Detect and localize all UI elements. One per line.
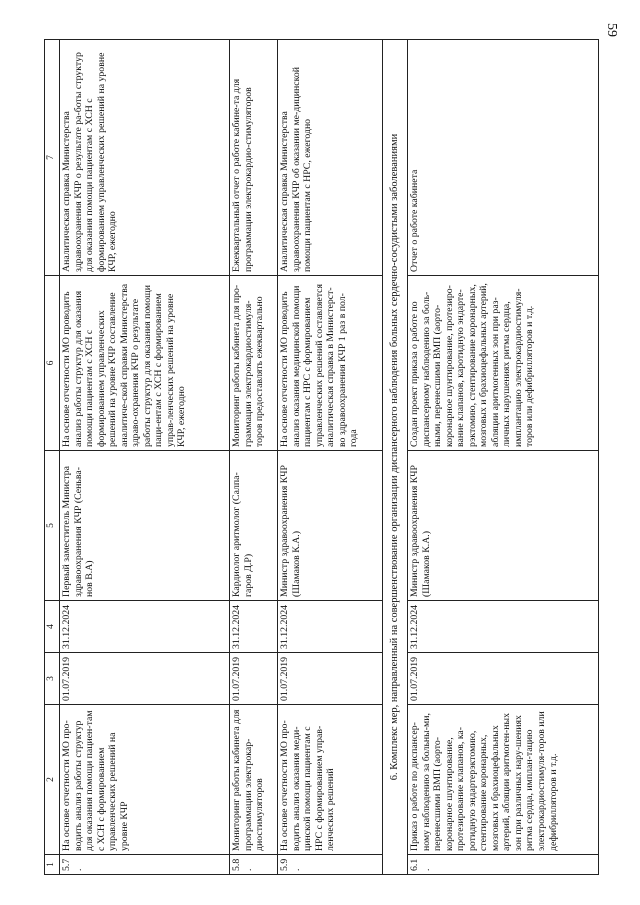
end-date-cell: 31.12.2024 bbox=[60, 601, 230, 653]
control-cell: Ежеквартальный отчет о работе кабине-та для программации электрокардио-стимуляторов bbox=[230, 40, 278, 276]
column-header: 7 bbox=[45, 40, 60, 276]
result-cell: На основе отчетности МО проводить анализ работы структур для оказания помощи пациентам с ХСН с формированием управленческих решений на уровне КЧР составление аналитиче-ской справки Министерства здраво-охранения КЧР о результате работы структур для оказания помощи паци-ентам с ХСН с формированием управ-ленческих решений на уровне КЧР, ежегодно bbox=[60, 276, 230, 451]
rotated-table-container bbox=[44, 40, 599, 875]
activity-cell: Приказ о работе по диспансер-ному наблюдению за больны-ми, перенесшими ВМП (аорто-коронарное шунтирование, протезирование клапанов, ка-ротидную эндартерэктомию, стентирование коронарных, мозговых и брахиоцефальных артерий, абляции аритмоген-ных зон при различных нару-шениях ритма сердца, имплан-тацию электрокардиостимуля-торов или дефибрилляторов и т.д. bbox=[408, 705, 599, 855]
activity-cell: Мониторинг работы кабинета для программации электрокар-диостимуляторов bbox=[230, 705, 278, 855]
row-number: 6.1. bbox=[408, 855, 599, 875]
end-date-cell: 31.12.2024 bbox=[408, 601, 599, 653]
header-row bbox=[45, 40, 60, 875]
start-date-cell: 01.07.2019 bbox=[408, 653, 599, 705]
responsible-cell: Министр здравоохранения КЧР (Шамаков К.А.) bbox=[278, 451, 383, 601]
column-header: 6 bbox=[45, 276, 60, 451]
column-header: 4 bbox=[45, 601, 60, 653]
result-cell: Мониторинг работы кабинета для про-граммации электрокардиостимуля-торов предоставлять ежеквартально bbox=[230, 276, 278, 451]
column-header: 5 bbox=[45, 451, 60, 601]
responsible-cell: Кардиолог аритмолог (Салпа-гаров Д.Р) bbox=[230, 451, 278, 601]
page-number: 59 bbox=[604, 23, 619, 37]
row-number: 5.9. bbox=[278, 855, 383, 875]
table-row bbox=[278, 40, 383, 875]
start-date-cell: 01.07.2019 bbox=[60, 653, 230, 705]
row-number: 5.8. bbox=[230, 855, 278, 875]
result-cell: Создан проект приказа о работе по диспансерному наблюдению за боль-ными, перенесшими ВМП (аорто-коронарное шунтирование, протезиро-вание клапанов, каротидную эндарте-рэктомию, стентирование коронарных, мозговых и брахиоцефальных артерий, абляции аритмогенных зон при раз-личных нарушениях ритма сердца, имплантацию электрокардиостимуля-торов или дефибрилляторов и т.д. bbox=[408, 276, 599, 451]
column-header: 2 bbox=[45, 705, 60, 855]
row-number: 5.7. bbox=[60, 855, 230, 875]
table-row bbox=[408, 40, 599, 875]
start-date-cell: 01.07.2019 bbox=[278, 653, 383, 705]
result-cell: На основе отчетности МО проводить анализ оказания медицинской помощи пациентам с НРС с формированием управленческих решений составляется аналитическая справка в Министерст-во здравоохранения КЧР 1 раз в пол-года bbox=[278, 276, 383, 451]
section-title: 6. Комплекс мер, направленный на совершенствование организации диспансерного наблюдения больных сердечно-сосудистыми заболеваниями bbox=[383, 40, 408, 875]
column-header: 3 bbox=[45, 653, 60, 705]
plan-table bbox=[44, 39, 599, 875]
start-date-cell: 01.07.2019 bbox=[230, 653, 278, 705]
section-row bbox=[383, 40, 408, 875]
table-row bbox=[230, 40, 278, 875]
control-cell: Аналитическая справка Министерства здравоохранения КЧР о результате ра-боты структур для оказания помощи пациентам с ХСН с формированием управленческих решений на уровне КЧР, ежегодно bbox=[60, 40, 230, 276]
end-date-cell: 31.12.2024 bbox=[230, 601, 278, 653]
responsible-cell: Министр здравоохранения КЧР (Шамаков К.А.) bbox=[408, 451, 599, 601]
column-header: 1 bbox=[45, 855, 60, 875]
activity-cell: На основе отчетности МО про-водить анализ оказания меди-цинской помощи пациентам с НРС с формированием управ-ленческих решений bbox=[278, 705, 383, 855]
table-row bbox=[60, 40, 230, 875]
control-cell: Аналитическая справка Министерства здравоохранения КЧР об оказании ме-дицинской помощи пациентам с НРС, ежегодно bbox=[278, 40, 383, 276]
control-cell: Отчет о работе кабинета bbox=[408, 40, 599, 276]
end-date-cell: 31.12.2024 bbox=[278, 601, 383, 653]
responsible-cell: Первый заместитель Министра здравоохранения КЧР (Сеньва-нов В.А) bbox=[60, 451, 230, 601]
activity-cell: На основе отчетности МО про-водить анализ работы структур для оказания помощи пациен-там с ХСН с формированием управленческих решений на уровне КЧР bbox=[60, 705, 230, 855]
